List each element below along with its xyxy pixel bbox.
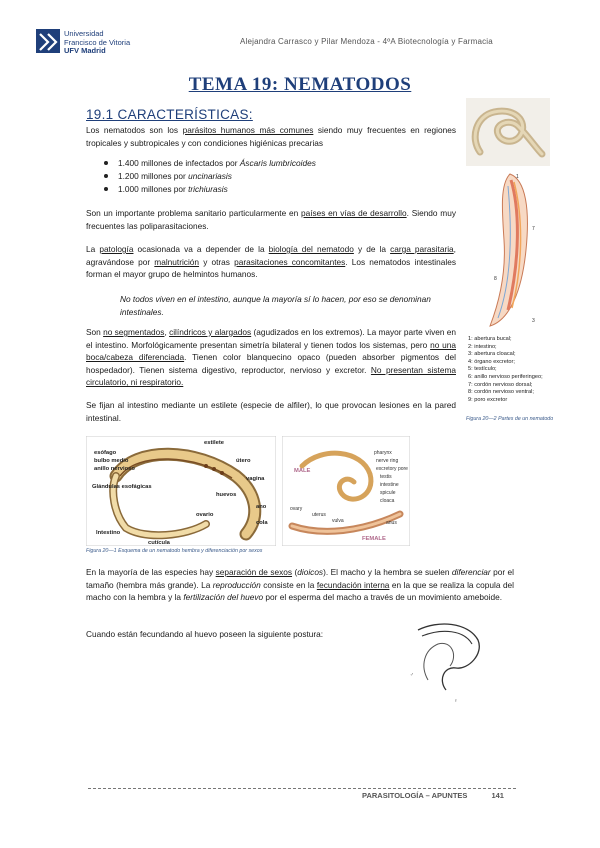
female-nematode-figure: [86, 436, 276, 546]
svg-text:Glándulas esofágicas: Glándulas esofágicas: [92, 484, 152, 490]
male-female-figure: [282, 436, 410, 546]
svg-text:MALE: MALE: [294, 468, 311, 474]
svg-text:anus: anus: [386, 520, 397, 526]
svg-text:♂: ♂: [410, 672, 414, 678]
section-heading: 19.1 CARACTERÍSTICAS:: [86, 107, 253, 122]
svg-text:3: 3: [532, 318, 535, 324]
svg-text:8: 8: [494, 276, 497, 282]
svg-text:uterus: uterus: [312, 512, 326, 518]
paragraph-reproduction: En la mayoría de las especies hay separación de sexos (dioicos). El macho y la hembra se suelen diferenciar por el tamaño (hembra más grande). La reproducción consiste en la fecundación interna en la que se realiza la copula del macho con la hembra y la fertilización del huevo por el esperma del macho a través de un movimiento ameboide.: [86, 567, 515, 603]
svg-text:7: 7: [532, 226, 535, 232]
footer: PARASITOLOGÍA – APUNTES 141: [362, 791, 504, 800]
caption-left: Figura 20—1 Esquema de un nematodo hembra y diferenciación por sexos: [86, 548, 263, 554]
svg-text:cloaca: cloaca: [380, 498, 395, 504]
caption-right: Figura 20—2 Partes de un nematodo: [466, 416, 554, 422]
svg-text:Intestino: Intestino: [96, 530, 121, 536]
infection-list: [100, 157, 440, 196]
svg-text:estilete: estilete: [204, 440, 224, 446]
svg-text:pharynx: pharynx: [374, 450, 392, 456]
svg-text:nerve ring: nerve ring: [376, 458, 399, 464]
svg-text:anillo nervioso: anillo nervioso: [94, 466, 135, 472]
svg-text:excretory pore: excretory pore: [376, 466, 408, 472]
list-item: 1.400 millones de infectados por Áscaris lumbricoides: [100, 157, 440, 170]
list-item: 1.200 millones por uncinariasis: [100, 170, 440, 183]
svg-text:testis: testis: [380, 474, 392, 480]
svg-text:♀: ♀: [454, 698, 458, 704]
paragraph-morphology: Son no segmentados, cilíndricos y alargados (agudizados en los extremos). La mayor parte viven en el intestino. Morfológicamente presentan simetría bilateral y tienen todos los sistemas, pero no una boca/cabeza diferenciada. Tienen color blanquecino opaco (pueden absorber pigmentos del hospedador). Tienen sistema digestivo, reproductor, nervioso y excretor. No presentan sistema circulatorio, ni respiratorio.: [86, 327, 456, 388]
svg-text:huevos: huevos: [216, 492, 237, 498]
list-item: 1.000 millones por trichiurasis: [100, 183, 440, 196]
svg-text:ano: ano: [256, 504, 267, 510]
svg-text:esófago: esófago: [94, 450, 117, 456]
paragraph-stylet: Se fijan al intestino mediante un estilete (especie de alfiler), lo que provocan lesiones en la pared intestinal.: [86, 400, 456, 423]
worm-photo: [466, 98, 550, 166]
university-name: Universidad Francisco de Vitoria UFV Madrid: [64, 29, 131, 55]
anatomy-legend: 1: abertura bucal; 2: intestino; 3: abertura cloacal; 4: órgano excretor; 5: testículo; 6: anillo nervioso periferingeo; 7: cordón nervioso dorsal; 8: cordón nervioso ventral; 9: poro excretor: [468, 336, 543, 403]
svg-text:spicule: spicule: [380, 490, 396, 496]
svg-text:1: 1: [516, 174, 519, 180]
svg-text:bulbo medio: bulbo medio: [94, 458, 129, 464]
svg-text:FEMALE: FEMALE: [362, 536, 386, 542]
svg-text:vagina: vagina: [246, 476, 265, 482]
page-title: TEMA 19: NEMATODOS: [188, 74, 412, 95]
svg-text:intestine: intestine: [380, 482, 399, 488]
svg-text:útero: útero: [236, 458, 251, 464]
header-authors: Alejandra Carrasco y Pilar Mendoza - 4ºA Biotecnología y Farmacia: [240, 37, 493, 46]
paragraph-pathology: La patología ocasionada va a depender de la biología del nematodo y de la carga parasitaria, agravándose por malnutrición y otras parasitaciones concomitantes. Los nematodos intestinales forman el mayor grupo de helmintos humanos.: [86, 244, 456, 280]
note-intestinal: No todos viven en el intestino, aunque la mayoría sí lo hacen, por eso se denominan intestinales.: [120, 294, 431, 317]
paragraph-posture: Cuando están fecundando al huevo poseen la siguiente postura:: [86, 629, 324, 639]
svg-text:cutícula: cutícula: [148, 540, 170, 546]
svg-text:vulva: vulva: [332, 518, 344, 524]
paragraph-sanitary: Son un importante problema sanitario particularmente en países en vías de desarrollo. Siendo muy frecuentes las poliparasitaciones.: [86, 208, 456, 231]
paragraph-intro: Los nematodos son los parásitos humanos más comunes siendo muy frecuentes en regiones tropicales y subtropicales y con condiciones higiénicas precarias: [86, 125, 456, 148]
footer-divider: [88, 788, 516, 789]
svg-text:ovario: ovario: [196, 512, 214, 518]
nematode-anatomy-figure: [466, 170, 556, 330]
mating-posture-sketch: [398, 610, 494, 706]
svg-text:cola: cola: [256, 520, 268, 526]
svg-text:ovary: ovary: [290, 506, 303, 512]
